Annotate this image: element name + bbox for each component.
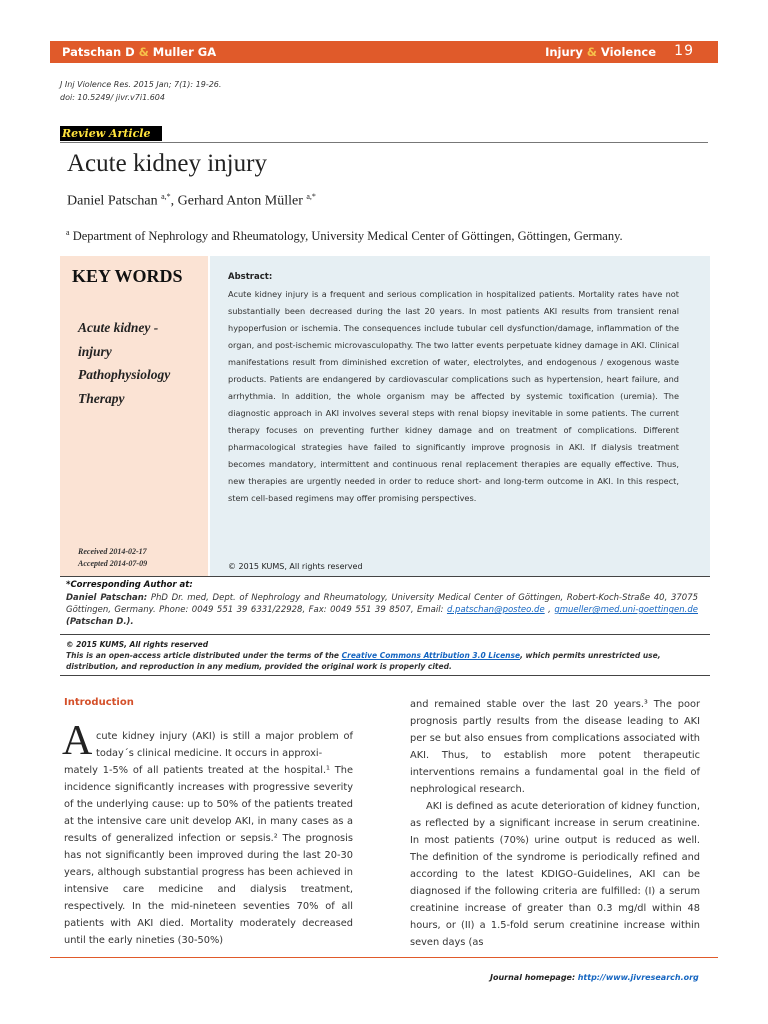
citation xyxy=(60,78,221,104)
abstract-text: Acute kidney injury is a frequent and serious complication in hospitalized patients. Mortality rates have not substantially been decreased during the last 20 years. In most patients AKI results from transient renal hypoperfusion or ischemia. The consequences include tubular cell dysfunction/damage, inflammation of the organ, and post-ischemic microvasculopathy. The two latter events perpetuate kidney damage in AKI. Clinical manifestations result from diminished excretion of water, electrolytes, and endogenous / exogenous waste products. Patients are endangered by cardiovascular complications such as hypertension, heart failure, and arrhythmia. In addition, the whole organism may be affected by systemic toxification (uremia). The diagnostic approach in AKI involves several steps with renal biopsy inevitable in some patients. The current therapy focuses on preventing further kidney damage and on treatment of complications. Different pharmacological strategies have failed to significantly improve prognosis in AKI. If dialysis treatment becomes mandatory, intermittent and continuous renal replacement therapies are equally effective. Thus, new therapies are urgently needed in order to reduce short- and long-term outcome in AKI. In this respect, stem cell-based regimens may offer promising perspectives. xyxy=(228,289,679,503)
body-column-right xyxy=(410,696,700,951)
header-journal: Injury & Violence xyxy=(545,45,656,59)
article-type-badge: Review Article xyxy=(60,126,162,141)
page-number: 19 xyxy=(674,43,694,59)
corresponding-details: Daniel Patschan: PhD Dr. med, Dept. of Nephrology and Rheumatology, University Medical Center of Göttingen, Robert-Koch-Straße 40, 37075 Göttingen, Germany. Phone: 0049 551 39 6331/22928, Fax: 0049 551 39 8507, Email: d.patschan@posteo.de , gmueller@med.uni-goettingen.de (Patschan D.). xyxy=(66,593,699,627)
affiliation: $^a$ Department of Nephrology and Rheumatology, University Medical Center of Göttingen, Göttingen, Germany. xyxy=(66,228,623,244)
author-affil-mark: a,* xyxy=(161,192,171,201)
email-link[interactable]: gmueller@med.uni-goettingen.de xyxy=(554,605,698,615)
license-copyright: © 2015 KUMS, All rights reserved xyxy=(66,640,209,649)
body-paragraph: AKI is defined as acute deterioration of kidney function, as reflected by a significant increase in serum creatinine. In most patients (70%) urine output is reduced as well. The definition of the syndrome is periodically refined and according to the latest KDIGO-Guidelines, AKI can be diagnosed if the following criteria are fulfilled: (I) a serum creatinine increase of greater than 0.3 mg/dl within 48 hours, or (II) a 1.5-fold serum creatinine increase within seven days (as xyxy=(410,801,700,948)
author-affil-mark: a,* xyxy=(306,192,316,201)
license-link[interactable]: Creative Commons Attribution 3.0 License xyxy=(341,651,521,660)
divider xyxy=(60,634,710,635)
author-name: Gerhard Anton Müller xyxy=(177,193,303,209)
body-paragraph: and remained stable over the last 20 years.³ The poor prognosis partly results from the disease leading to AKI per se but also ensues from complications associated with AKI. Thus, to establish more potent therapeutic interventions remains a fundamental goal in the field of nephrological research. xyxy=(410,699,700,795)
received-date: Received 2014-02-17 xyxy=(78,547,147,556)
drop-cap: A xyxy=(62,718,93,764)
running-header xyxy=(50,41,718,63)
keyword-item: injury xyxy=(78,343,112,359)
intro-paragraph: mately 1-5% of all patients treated at the hospital.¹ The incidence significantly increases with progressive severity of the underlying cause: up to 50% of the patients treated at the intensive care unit develop AKI, in many cases as a results of generalized infection or sepsis.² The prognosis has not significantly been improved during the last 20-30 years, although substantial progress has been achieved in intensive care medicine and dialysis treatment, respectively. In the mid-nineteen seventies 70% of all patients with AKI died. Mortality moderately decreased until the early nineties (30-50%) xyxy=(64,765,353,946)
doi-line: doi: 10.5249/ jivr.v7i1.604 xyxy=(60,93,165,102)
keywords-panel xyxy=(60,256,208,576)
keyword-item: Pathophysiology xyxy=(78,367,171,382)
keywords-heading: KEY WORDS xyxy=(72,266,183,286)
keyword-item: Acute kidney - xyxy=(78,320,159,335)
divider xyxy=(60,142,708,143)
license-text: This is an open-access article distributed under the terms of the Creative Commons Attribution 3.0 License, which permits unrestricted use, distribution, and reproduction in any medium, provided the original work is properly cited. xyxy=(66,651,661,671)
footer-rule xyxy=(50,957,718,958)
article-title: Acute kidney injury xyxy=(67,150,267,177)
author-line: Daniel Patschan $^{a,*}$, Gerhard Anton Müller $^{a,*}$ xyxy=(67,192,316,209)
accepted-date: Accepted 2014-07-09 xyxy=(78,559,148,568)
section-heading: Introduction xyxy=(64,697,134,708)
author-name: Daniel Patschan xyxy=(67,193,158,209)
header-authors: Patschan D & Muller GA xyxy=(62,45,217,59)
journal-homepage: Journal homepage: http://www.jivresearch.org xyxy=(490,973,699,982)
citation-line: J Inj Violence Res. 2015 Jan; 7(1): 19-26. xyxy=(60,80,222,89)
homepage-link[interactable]: http://www.jivresearch.org xyxy=(577,973,699,982)
abstract-heading: Abstract: xyxy=(228,272,273,282)
corresponding-heading: *Corresponding Author at: xyxy=(66,580,193,590)
abstract-copyright: © 2015 KUMS, All rights reserved xyxy=(228,562,363,571)
keyword-item: Therapy xyxy=(78,390,125,406)
email-link[interactable]: d.patschan@posteo.de xyxy=(446,605,545,615)
article-dates xyxy=(78,546,147,570)
intro-paragraph-start: cute kidney injury (AKI) is still a major problem of today´s clinical medicine. It occurs in approxi- xyxy=(96,731,353,759)
keywords-list xyxy=(78,316,204,410)
